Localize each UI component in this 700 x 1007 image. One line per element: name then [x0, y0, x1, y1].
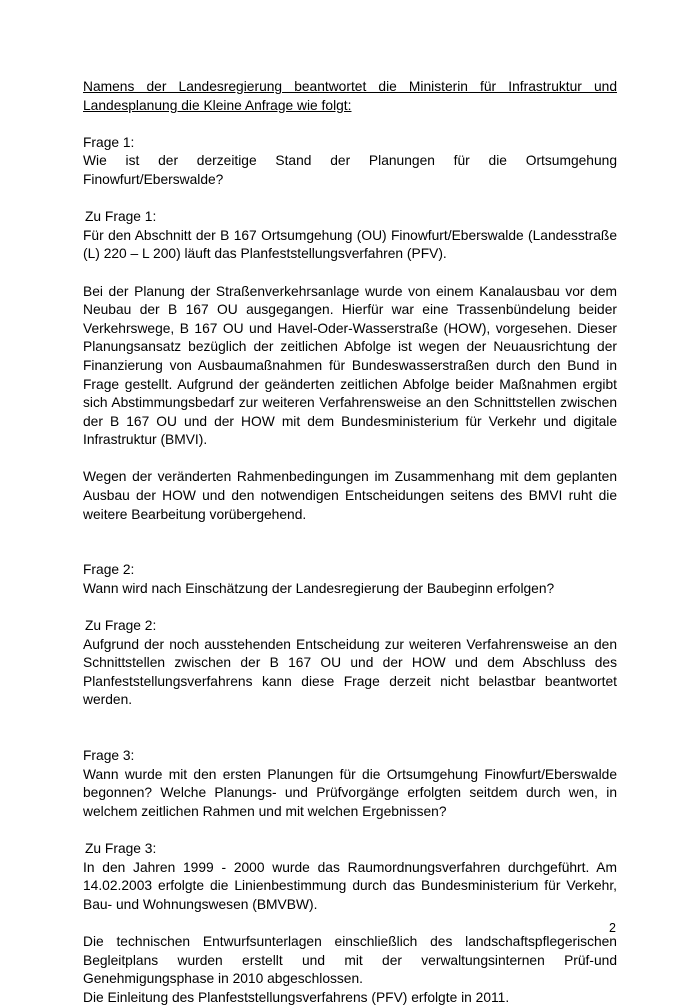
- answer-3-paragraph-1: In den Jahren 1999 - 2000 wurde das Raumordnungsverfahren durchgeführt. Am 14.02.2003 erfolgte die Linienbestimmung durch das Bundesministerium für Verkehr, Bau- und Wohnungswesen (BMVBW).: [83, 859, 617, 912]
- question-1-heading: Frage 1:: [83, 134, 135, 150]
- answer-1-heading: Zu Frage 1:: [85, 209, 157, 225]
- question-3-text: Wann wurde mit den ersten Planungen für die Ortsumgehung Finowfurt/Eberswalde begonnen? Welche Planungs- und Prüfvorgänge erfolgten seitdem durch wen, in welchem zeitlichen Rahmen und mit welchen Ergebnissen?: [83, 766, 617, 819]
- answer-3: [83, 840, 617, 1007]
- answer-3-paragraph-3: Die Einleitung des Planfeststellungsverfahrens (PFV) erfolgte in 2011.: [83, 989, 510, 1005]
- page-number: 2: [609, 921, 616, 935]
- answer-3-paragraph-2: Die technischen Entwurfsunterlagen einschließlich des landschaftspflegerischen Begleitplans wurden erstellt und mit der verwaltungsinternen Prüf-und Genehmigungsphase in 2010 abgeschlossen.: [83, 933, 617, 987]
- question-2-heading: Frage 2:: [83, 562, 135, 578]
- answer-1-paragraph-2: Bei der Planung der Straßenverkehrsanlage wurde von einem Kanalausbau vor dem Neubau der B 167 OU ausgegangen. Hierfür war eine Trassenbündelung beider Verkehrswege, B 167 OU und Havel-Oder-Wasserstraße (HOW), vorgesehen. Dieser Planungsansatz bezüglich der zeitlichen Abfolge ist wegen der Neuausrichtung der Finanzierung von Ausbaumaßnahmen für Bundeswasserstraßen durch den Bund in Frage gestellt. Aufgrund der geänderten zeitlichen Abfolge beider Maßnahmen ergibt sich Abstimmungsbedarf zur weiteren Verfahrensweise an den Schnittstellen zwischen der B 167 OU und der HOW mit dem Bundesministerium für Verkehr und digitale Infrastruktur (BMVI).: [83, 283, 617, 448]
- question-2-text: Wann wird nach Einschätzung der Landesregierung der Baubeginn erfolgen?: [83, 580, 555, 596]
- question-3-heading: Frage 3:: [83, 748, 135, 763]
- question-2: [83, 561, 617, 598]
- question-3: [83, 747, 617, 821]
- question-1: [83, 134, 617, 190]
- answer-3-heading: Zu Frage 3:: [85, 840, 157, 856]
- answer-2-heading: Zu Frage 2:: [85, 618, 157, 634]
- answer-1-paragraph-1: Für den Abschnitt der B 167 Ortsumgehung (OU) Finowfurt/Eberswalde (Landesstraße (L) 220 – L 200) läuft das Planfeststellungsverfahren (PFV).: [83, 227, 617, 262]
- document-body: [83, 78, 617, 1007]
- answer-2: [83, 617, 617, 710]
- answer-1-paragraph-3: Wegen der veränderten Rahmenbedingungen im Zusammenhang mit dem geplanten Ausbau der HOW und den notwendigen Entscheidungen seitens des BMVI ruht die weitere Bearbeitung vorübergehend.: [83, 469, 617, 522]
- answer-1: [83, 208, 617, 524]
- answer-2-paragraph-1: Aufgrund der noch ausstehenden Entscheidung zur weiteren Verfahrensweise an den Schnittstellen zwischen der B 167 OU und der HOW und dem Abschluss des Planfeststellungsverfahrens kann diese Frage derzeit nicht belastbar beantwortet werden.: [83, 636, 617, 708]
- question-1-text: Wie ist der derzeitige Stand der Planungen für die Ortsumgehung Finowfurt/Eberswalde?: [83, 153, 617, 187]
- intro-statement: Namens der Landesregierung beantwortet die Ministerin für Infrastruktur und Landesplanung die Kleine Anfrage wie folgt:: [83, 79, 617, 113]
